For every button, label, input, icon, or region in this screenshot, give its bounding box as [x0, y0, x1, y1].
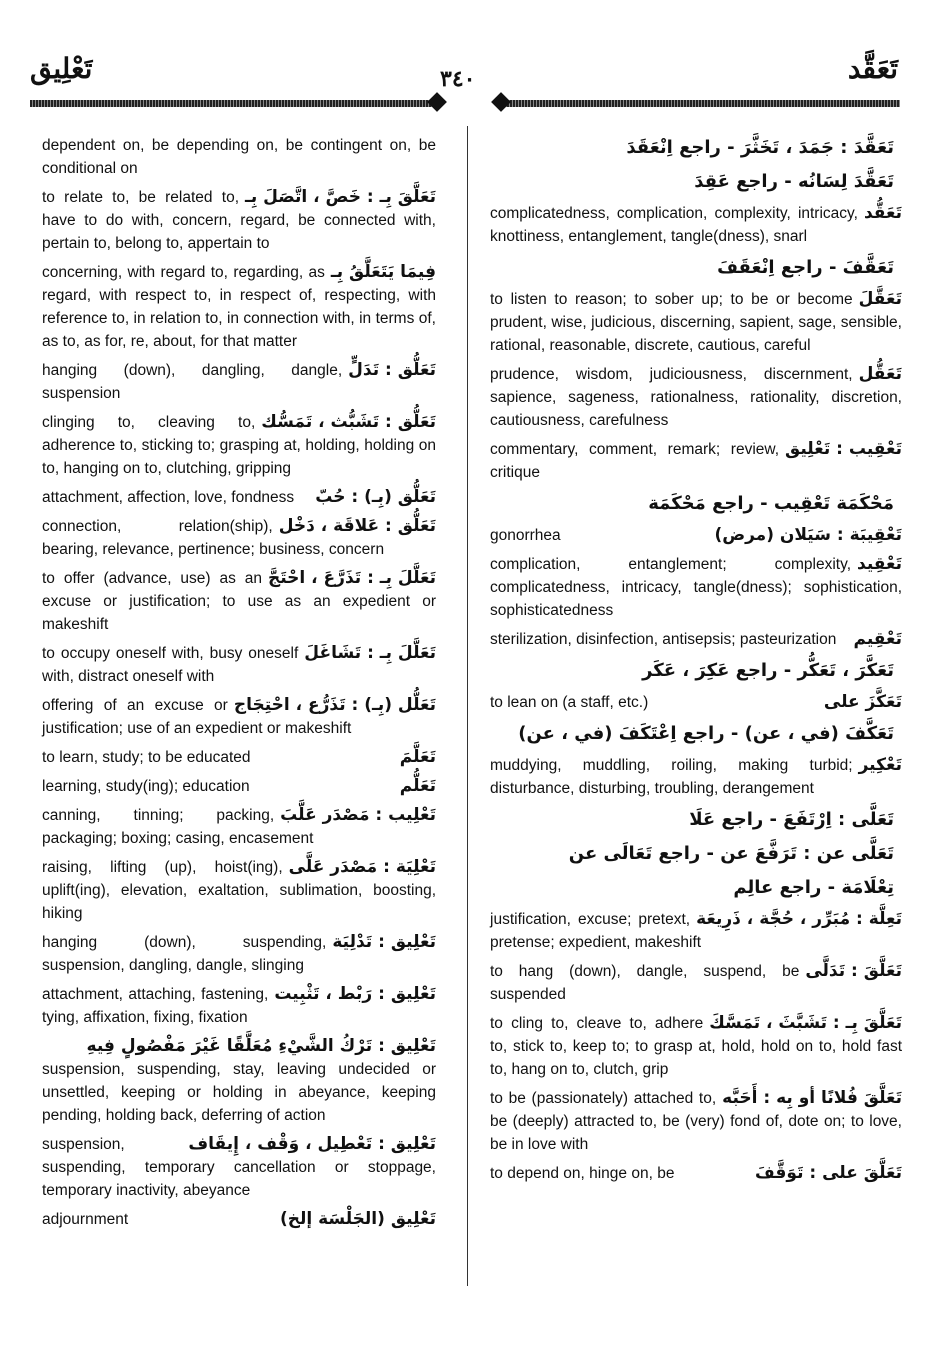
dictionary-entry: [42, 694, 436, 740]
dictionary-entry: [42, 856, 436, 925]
dictionary-entry: [42, 931, 436, 977]
headword: تَعَلُّق : تَدَلٍّ: [348, 360, 436, 380]
definition: suspension, suspending, stay, leaving undecided or unsettled, keeping or holding in abeyance, keeping pending, holding back, deferring of action: [42, 1061, 436, 1124]
headword: تَعْلِيق : تَدْلِيَة: [332, 932, 436, 952]
headword: تَعْقِيب : تَعْلِيق: [785, 439, 902, 459]
definition: sterilization, disinfection, antisepsis; pasteurization: [490, 631, 837, 648]
dictionary-entry: [490, 1012, 902, 1081]
headword: تَعَلَّقَ بِـ : تَشَبَّثَ ، تَمَسَّكَ: [709, 1013, 902, 1033]
definition: hanging (down), suspending, suspension, dangling, dangle, slinging: [42, 934, 327, 974]
definition: raising, lifting (up), hoist(ing), uplift(ing), elevation, exaltation, sublimation, boosting, hiking: [42, 859, 436, 922]
headword: تَعْلِيق : تَعْطِيل ، وَقْف ، إِيقَاف: [188, 1134, 436, 1154]
definition: attachment, attaching, fastening, tying, affixation, fixing, fixation: [42, 986, 269, 1026]
headword: تَعَقَّلَ: [858, 289, 902, 309]
definition: to offer (advance, use) as an excuse or justification; to use as an expedient or makeshift: [42, 570, 436, 633]
dictionary-entry: [42, 411, 436, 480]
headword: تَعْكِير: [858, 755, 902, 775]
definition: dependent on, be depending on, be contingent on, be conditional on: [42, 137, 436, 177]
definition: suspension, suspending, temporary cancellation or stoppage, temporary inactivity, abeyance: [42, 1136, 436, 1199]
dictionary-entry: [490, 438, 902, 484]
headword: تَعَلُّل (بِـ) : تَذَرُّع ، احْتِجَاج: [233, 695, 436, 715]
headword: تَعَلَّلَ بِـ : تَذَرَّعَ ، احْتَجَّ: [267, 568, 436, 588]
dictionary-entry: [42, 134, 436, 180]
cross-reference: مَحْكَمَة تَعْقِيب - راجع مَحْكَمَة: [648, 493, 894, 514]
dictionary-entry: [42, 359, 436, 405]
definition: commentary, comment, remark; review, critique: [490, 441, 780, 481]
definition: to occupy oneself with, busy oneself with, distract oneself with: [42, 645, 299, 685]
left-column: [42, 134, 436, 1237]
headword: تَعْلِيق (الجَلْسَة إلخ): [279, 1209, 436, 1229]
headword: تَعْلِيب : مَصْدَر عَلَّبَ: [280, 805, 436, 825]
dictionary-entry: [42, 1035, 436, 1127]
headword: تَعْلِيَة : مَصْدَر عَلَّى: [288, 857, 436, 877]
cross-reference: تِعْلَامَة - راجع عالِم: [733, 877, 894, 898]
definition: to relate to, be related to, have to do with, concern, regard, be connected with, pertain to, belong to, appertain to: [42, 189, 436, 252]
headword: تَعَقُّد: [863, 203, 902, 223]
definition: offering of an excuse or justification; use of an expedient or makeshift: [42, 697, 352, 737]
definition: learning, study(ing); education: [42, 778, 250, 795]
definition: to learn, study; to be educated: [42, 749, 251, 766]
cross-reference: تَعَكَّفَ (في ، عن) - راجع اِعْتَكَفَ (في ، عن): [518, 723, 894, 744]
diamond-ornament-icon: [427, 92, 447, 112]
page-number: ٣٤٠: [440, 66, 476, 91]
headword: تَعَلَّقَ على : تَوَقَّفَ: [755, 1163, 902, 1183]
dictionary-entry: [490, 524, 902, 547]
definition: to depend on, hinge on, be: [490, 1165, 675, 1182]
definition: justification, excuse; pretext, pretense; expedient, makeshift: [490, 911, 702, 951]
dictionary-entry: [42, 261, 436, 353]
headword: فِيمَا يَتَعَلَّقُ بِـ: [330, 262, 436, 282]
cross-reference: تَعَلَّى : اِرْتَفَعَ - راجع عَلَا: [689, 809, 894, 830]
headword: تَعْقِيد: [857, 554, 902, 574]
headword: تَعَلَّمَ: [399, 747, 436, 767]
headword: تَعَلُّق (بِـ) : حُبّ: [315, 487, 436, 507]
cross-reference: تَعَقَّدَ لِسَانُه - راجع عَقِدَ: [694, 171, 894, 192]
dictionary-entry: [42, 775, 436, 798]
running-head-left: تَعْلِيق: [30, 54, 93, 85]
dictionary-entry: [42, 983, 436, 1029]
headword: تَعْقِيبَة : سَيَلان (مرض): [714, 525, 902, 545]
headword: تَعَلَّقَ فُلانًا أو بِه : أَحَبَّه: [722, 1088, 902, 1108]
dictionary-entry: [42, 486, 436, 509]
dictionary-entry: [42, 642, 436, 688]
headword: تَعَلُّق : تَشَبُّث ، تَمَسُّك: [261, 412, 436, 432]
definition: to listen to reason; to sober up; to be or become prudent, wise, judicious, discerning, sapient, sage, sensible, rational, reasonable, discrete, cautious, careful: [490, 291, 902, 354]
definition: complication, entanglement; complexity, complicatedness, intricacy, tangle(dness); sophistication, sophisticatedness: [490, 556, 902, 619]
definition: connection, relation(ship), bearing, relevance, pertinence; business, concern: [42, 518, 385, 558]
headword: تَعَلَّقَ : تَدَلَّى: [805, 961, 902, 981]
dictionary-entry: [42, 1208, 436, 1231]
headword: تَعَلَّلَ بِـ : تَشَاغَلَ: [304, 643, 436, 663]
running-head-right: تَعَقَّد: [847, 54, 898, 85]
dictionary-entry: [490, 202, 902, 248]
right-column: [490, 134, 902, 1191]
definition: concerning, with regard to, regarding, as regard, with respect to, in respect of, respecting, with reference to, in relation to, in connection with, in terms of, as to, as for, re, about, for that matter: [42, 264, 436, 350]
dictionary-entry: [490, 628, 902, 651]
headword: تَعَقُّل: [858, 364, 902, 384]
dictionary-entry: [490, 960, 902, 1006]
headword: تَعَكَّزَ على: [823, 692, 902, 712]
cross-reference: تَعَقَّدَ : جَمَدَ ، تَخَثَّرَ - راجع اِنْعَقَدَ: [626, 137, 894, 158]
dictionary-entry: [490, 288, 902, 357]
ornamental-rule-left: [30, 96, 440, 110]
dictionary-entry: [490, 363, 902, 432]
column-divider: [467, 126, 468, 1286]
headword: تَعَلُّق : عَلاقَة ، دَخْل: [278, 516, 436, 536]
headword: تَعْلِيق : رَبْط ، تَثْبِيت: [274, 984, 436, 1004]
headword: تَعَلُّم: [399, 776, 436, 796]
dictionary-entry: [42, 186, 436, 255]
dictionary-entry: [490, 1162, 902, 1185]
dictionary-entry: [490, 1087, 902, 1156]
headword: تَعْلِيق : تَرْكُ الشَّيْءِ مُعَلَّقًا غَيْرَ مَفْصُولٍ فِيهِ: [86, 1036, 436, 1056]
definition: adjournment: [42, 1211, 129, 1228]
cross-reference: تَعَلَّى عن : تَرَفَّعَ عن - راجع تَعَالَى عن: [568, 843, 894, 864]
definition: to lean on (a staff, etc.): [490, 694, 649, 711]
definition: clinging to, cleaving to, adherence to, sticking to; grasping at, holding, holding on to, hanging on to, clutching, gripping: [42, 414, 436, 477]
cross-reference: تَعَكَّرَ ، تَعَكُّر - راجع عَكِرَ ، عَكَر: [642, 660, 894, 681]
definition: muddying, muddling, roiling, making turbid; disturbance, disturbing, troubling, derangement: [490, 757, 853, 797]
definition: gonorrhea: [490, 527, 561, 544]
dictionary-entry: [42, 515, 436, 561]
dictionary-entry: [490, 691, 902, 714]
dictionary-entry: [490, 754, 902, 800]
definition: prudence, wisdom, judiciousness, discernment, sapience, sageness, rationalness, rationality, discretion, cautiousness, carefulness: [490, 366, 902, 429]
cross-reference: تَعَقَّفَ - راجع اِنْعَقَفَ: [717, 257, 894, 278]
dictionary-entry: [42, 567, 436, 636]
definition: canning, tinning; packing, packaging; boxing; casing, encasement: [42, 807, 314, 847]
definition: to cling to, cleave to, adhere to, stick to, keep to; to grasp at, hold, hold on to, hold fast to, hang on to, clutch, grip: [490, 1015, 902, 1078]
definition: hanging (down), dangling, dangle, suspension: [42, 362, 343, 402]
dictionary-entry: [490, 553, 902, 622]
dictionary-entry: [42, 746, 436, 769]
definition: complicatedness, complication, complexity, intricacy, knottiness, entanglement, tangle(dness), snarl: [490, 205, 858, 245]
definition: to be (passionately) attached to, be (deeply) attracted to, be (very) fond of, dote on; to love, be in love with: [490, 1090, 902, 1153]
dictionary-entry: [490, 908, 902, 954]
headword: تَعَلَّقَ بِـ : خَصَّ ، اتَّصَلَ بِـ: [245, 187, 436, 207]
definition: to hang (down), dangle, suspend, be suspended: [490, 963, 800, 1003]
definition: attachment, affection, love, fondness: [42, 489, 295, 506]
headword: تَعِلَّة : مُبَرِّر ، حُجَّة ، ذَرِيعَة: [696, 909, 902, 929]
diamond-ornament-icon: [491, 92, 511, 112]
headword: تَعْقِيم: [853, 629, 902, 649]
dictionary-entry: [42, 1133, 436, 1202]
ornamental-rule-right: [498, 96, 900, 110]
dictionary-entry: [42, 804, 436, 850]
